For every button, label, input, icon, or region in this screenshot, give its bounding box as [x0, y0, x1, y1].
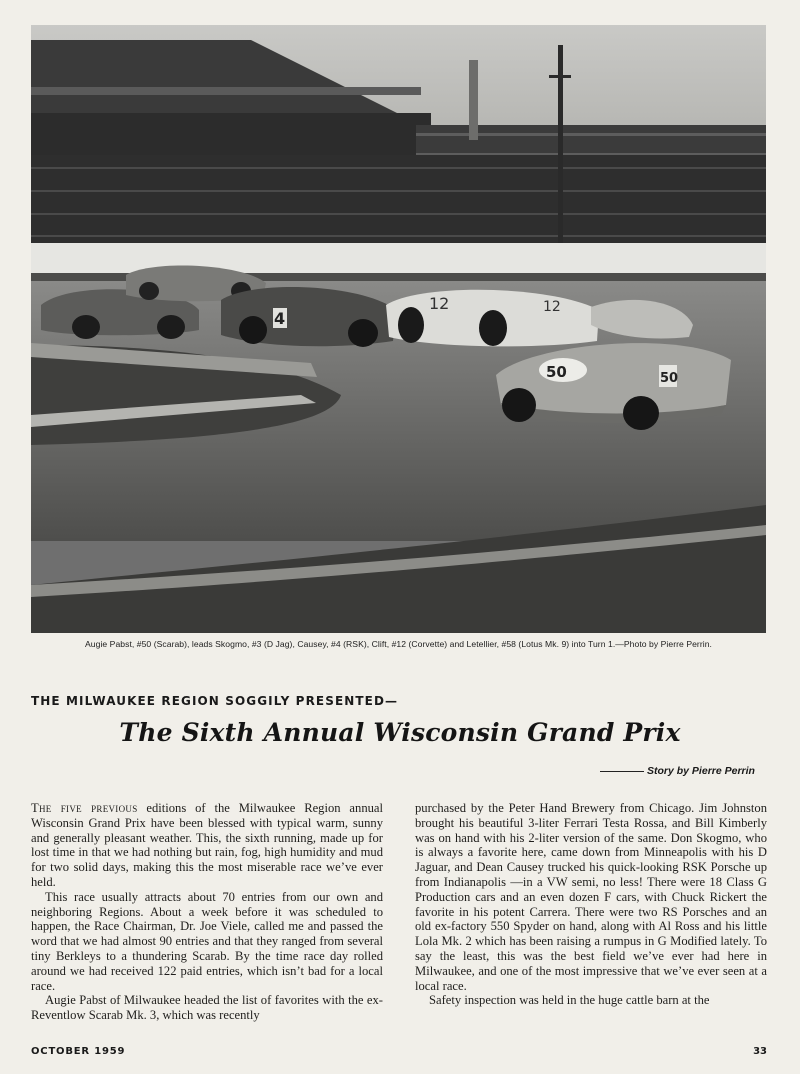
- paragraph-2: This race usually attracts about 70 entries from our own and neighboring Regions. About a week before it was scheduled to happen, the Race Chairman, Dr. Joe Viele, called me and passed the word that we had almost 90 entries and that they ranged from several tiny Berkleys to a thundering Scarab. By the time race day rolled around we had received 122 paid entries, which isn’t bad for a local race.: [31, 889, 383, 993]
- article-kicker: THE MILWAUKEE REGION SOGGILY PRESENTED—: [31, 694, 399, 708]
- byline-rule: [600, 771, 644, 772]
- race-photo: [31, 25, 766, 633]
- paragraph-1: [31, 801, 383, 890]
- car-number-50b: 50: [660, 371, 679, 386]
- article-column-left: [31, 801, 383, 1023]
- paragraph-5: Safety inspection was held in the huge cattle barn at the: [429, 993, 710, 1008]
- car-number-12b: 12: [543, 299, 561, 315]
- page-number: 33: [753, 1046, 767, 1057]
- article-headline: The Sixth Annual Wisconsin Grand Prix: [119, 718, 681, 747]
- paragraph-4: purchased by the Peter Hand Brewery from Chicago. Jim Johnston brought his beautiful 3-liter Ferrari Testa Rossa, and Bill Kimberly was on hand with his 2-liter version of the same. Don Skogmo, who is always a favorite here, came down from Minneapolis with his D Jaguar, and Dean Causey trucked his quick-looking RSK Porsche up from Indianapolis —in a VW semi, no less! There were 18 Class G Production cars and an even dozen F cars, with Chuck Rickert the favorite in his potent Carrera. There were two RS Porsches and an old ex-factory 550 Spyder on hand, along with Al Ross and his little Lola Mk. 2 which has been raising a rumpus in G Modified lately. To say the least, this was the best field we’ve ever had here in Milwaukee, and one of the most impressive that we’ve ever seen at a local race.: [415, 801, 767, 993]
- paragraph-3: Augie Pabst of Milwaukee headed the list of favorites with the ex-Reventlow Scarab Mk. 3, which was recently: [31, 993, 383, 1023]
- car-number-50a: 50: [546, 363, 567, 381]
- issue-date: OCTOBER 1959: [31, 1046, 126, 1057]
- article-byline: Story by Pierre Perrin: [647, 765, 755, 777]
- car-number-4: 4: [274, 309, 286, 328]
- car-number-12a: 12: [429, 294, 450, 313]
- article-column-right: [415, 801, 767, 1008]
- lead-in: The five previous: [31, 801, 138, 815]
- photo-caption: Augie Pabst, #50 (Scarab), leads Skogmo, #3 (D Jag), Causey, #4 (RSK), Clift, #12 (Corvette) and Letellier, #58 (Lotus Mk. 9) into Turn 1.—Photo by Pierre Perrin.: [85, 639, 712, 649]
- paragraph-1-text: editions of the Milwaukee Region annual Wisconsin Grand Prix have been blessed with typical warm, sunny and generally pleasant weather. This, the sixth running, made up for lost time in that we had nothing but rain, fog, high humidity and mud for two solid days, making this the most miserable race we’ve ever held.: [31, 801, 383, 889]
